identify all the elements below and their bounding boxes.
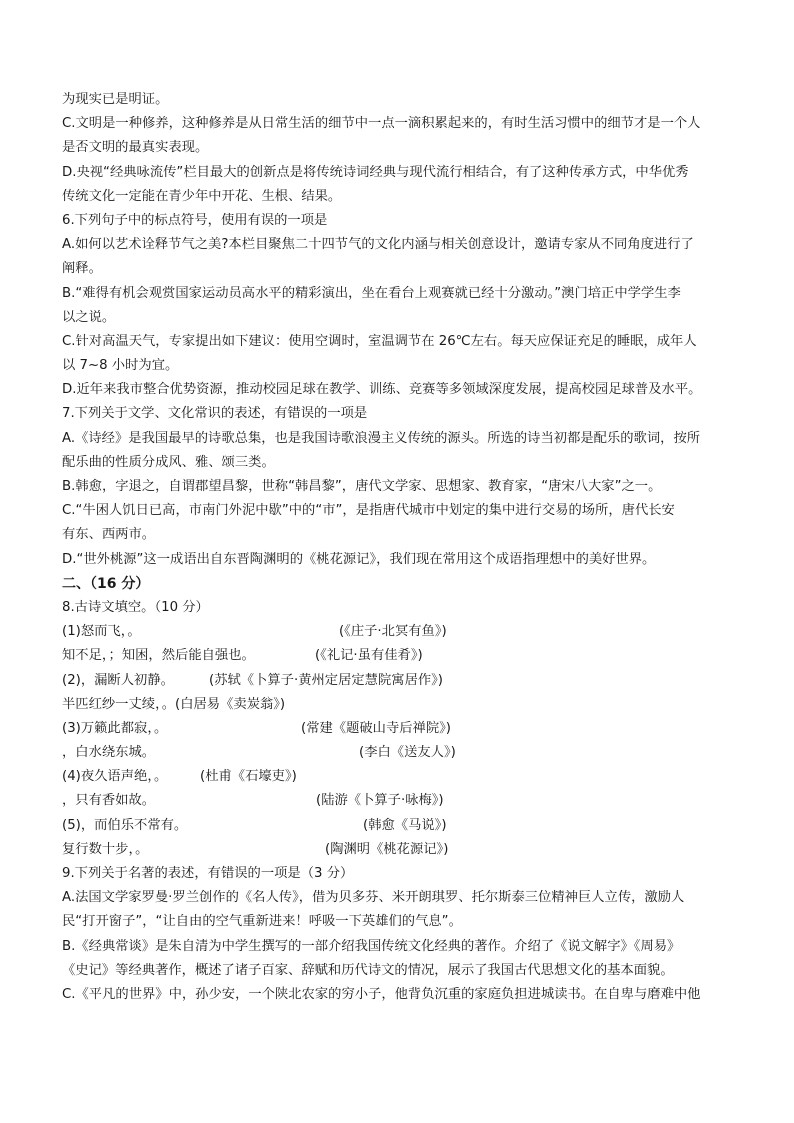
q6-option-d: D.近年来我市整合优势资源，推动校园足球在教学、训练、竞赛等多领域深度发展，提高校园足球普及水平。 [62,382,702,398]
q8-line [62,669,742,693]
q8-line-text: (5)，而伯乐不常有。 [62,817,188,833]
q8-fill-lines [62,620,742,862]
q6-option-b-line1: B.“难得有机会观赏国家运动员高水平的精彩演出，坐在看台上观赛就已经十分激动。”澳门培正中学学生李 [62,285,681,301]
q7-option-a-line1: A.《诗经》是我国最早的诗歌总集，也是我国诗歌浪漫主义传统的源头。所选的诗当初都是配乐的歌词，按所 [62,430,701,446]
q8-line-text: ，只有香如故。 [62,793,156,809]
q9-option-a-line2: 民“打开窗子”，“让自由的空气重新进来！呼吸一下英雄们的气息”。 [62,914,462,930]
q7-option-d: D.“世外桃源”这一成语出自东晋陶渊明的《桃花源记》，我们现在常用这个成语指理想中的美好世界。 [62,551,656,567]
option-d-line1: D.央视“经典咏流传”栏目最大的创新点是将传统诗词经典与现代流行相结合，有了这种传承方式，中华优秀 [62,164,689,180]
q7-option-b: B.韩愈，字退之，自谓郡望昌黎，世称“韩昌黎”，唐代文学家、思想家、教育家，“唐宋八大家”之一。 [62,479,662,494]
text-line: 为现实已是明证。 [62,92,169,107]
exam-page [62,88,742,1007]
question-8-stem: 8.古诗文填空。（10 分） [62,599,209,615]
q8-line-text: (2)，漏断人初静。 [62,672,174,688]
option-c-line1: C.文明是一种修养，这种修养是从日常生活的细节中一点一滴积累起来的，有时生活习惯中的细节才是一个人 [62,116,701,132]
q9-option-b-line2: 《史记》等经典著作，概述了诸子百家、辞赋和历代诗文的情况，展示了我国古代思想文化的基本面貌。 [62,962,674,978]
q8-line [62,789,742,813]
q8-line [62,838,742,862]
q8-line [62,693,742,717]
section-2-heading: 二、（16 分） [62,575,150,592]
option-c-line2: 是否文明的最真实表现。 [62,140,209,156]
option-d-line2: 传统文化一定能在青少年中开花、生根、结果。 [62,188,342,204]
q8-line-text: 复行数十步，。 [62,841,149,857]
q8-line-text: 知不足，；知困，然后能自强也。 [62,648,255,664]
q8-line-source: (常建《题破山寺后禅院》) [301,720,451,736]
q7-option-c-line1: C.“牛困人饥日已高，市南门外泥中歇”中的“市”，是指唐代城市中划定的集中进行交易的场所，唐代长安 [62,503,675,519]
q7-option-c-line2: 有东、西两市。 [62,527,156,543]
q8-line-source: (苏轼《卜算子·黄州定居定慧院寓居作》) [209,672,443,688]
question-6-stem: 6.下列句子中的标点符号，使用有误的一项是 [62,212,328,228]
q8-line [62,620,742,644]
q8-line-source: (杜甫《石壕吏》) [200,769,297,785]
q8-line-source: (《礼记·虽有佳肴》) [315,648,423,664]
q6-option-c-line2: 以 7~8 小时为宜。 [62,358,179,374]
q8-line [62,644,742,668]
q8-line [62,814,742,838]
q8-line-text: (3)万籁此都寂，。 [62,720,168,736]
q9-option-b-line1: B.《经典常谈》是朱自清为中学生撰写的一部介绍我国传统文化经典的著作。介绍了《说文解字》《周易》 [62,938,681,954]
q6-option-a-line2: 阐释。 [62,261,102,277]
question-7-stem: 7.下列关于文学、文化常识的表述，有错误的一项是 [62,406,368,422]
q8-line-source: (陶渊明《桃花源记》) [325,841,449,857]
q9-option-c: C.《平凡的世界》中，孙少安，一个陕北农家的穷小子，他背负沉重的家庭负担进城读书。在自卑与磨难中他 [62,986,701,1002]
q8-line-source: (李白《送友人》) [359,745,456,761]
q9-option-a-line1: A.法国文学家罗曼·罗兰创作的《名人传》，借为贝多芬、米开朗琪罗、托尔斯泰三位精神巨人立传，激励人 [62,890,685,906]
q8-line-text: 半匹红纱一丈绫，。(白居易《卖炭翁》) [62,696,286,712]
q8-line [62,717,742,741]
q7-option-a-line2: 配乐曲的性质分成风、雅、颂三类。 [62,454,275,470]
q8-line-text: (1)怒而飞，。 [62,624,141,640]
q6-option-b-line2: 以之说。 [62,309,116,325]
q8-line [62,741,742,765]
q8-line-source: (韩愈《马说》) [363,817,447,833]
q8-line [62,765,742,789]
q8-line-source: (陆游《卜算子·咏梅》) [316,793,444,809]
q8-line-source: (《庄子·北冥有鱼》) [339,624,447,640]
q6-option-c-line1: C.针对高温天气，专家提出如下建议：使用空调时，室温调节在 26℃左右。每天应保证充足的睡眠，成年人 [62,333,697,349]
q6-option-a-line1: A.如何以艺术诠释节气之美?本栏目聚焦二十四节气的文化内涵与相关创意设计，邀请专家从不同角度进行了 [62,237,694,253]
question-9-stem: 9.下列关于名著的表述，有错误的一项是（3 分） [62,866,354,881]
q8-line-text: (4)夜久语声绝，。 [62,769,168,785]
q8-line-text: ，白水绕东城。 [62,745,156,761]
